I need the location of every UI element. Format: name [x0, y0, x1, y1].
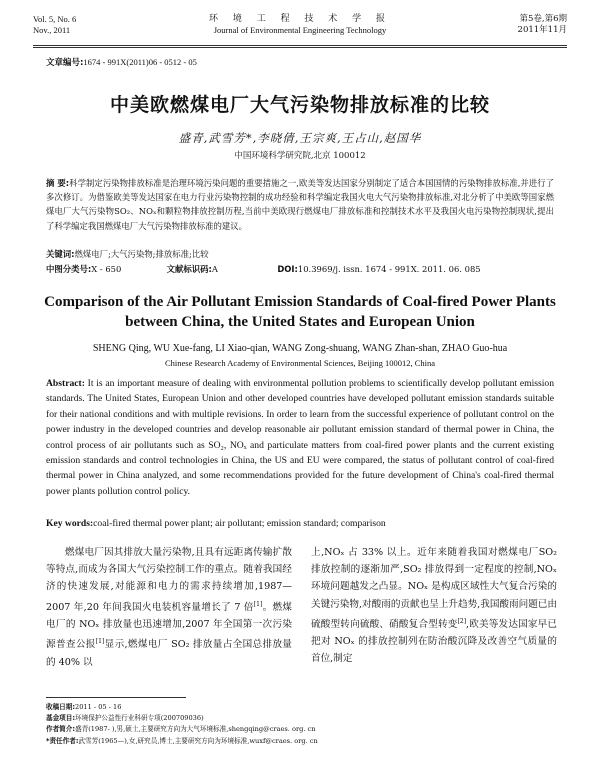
- keywords-en: [46, 517, 554, 531]
- footnotes: [46, 702, 554, 747]
- footnote-funding: 基金项目:环境保护公益性行业科研专项(200709036): [46, 714, 204, 723]
- header-rule: [33, 45, 567, 46]
- body-right-part-a: 上,NOₓ 占 33% 以上。近年来随着我国对燃煤电厂SO₂ 排放控制的逐渐加严,SO₂ 排放得到一定程度的控制,NOₓ 环境问题越发之凸显。NOₓ 是构成区域性大气复合污染的关键污染物,对酸雨的贡献也呈上升趋势,我国酸雨问题已由硫酸型转向硫酸、硝酸复合型转变: [311, 547, 557, 630]
- body-left-part-b: 。燃煤电厂的 NOₓ 排放量也迅速增加,2007 年全国第一次污染源普查公报: [46, 601, 292, 651]
- title-cn: 中美欧燃煤电厂大气污染物排放标准的比较: [109, 94, 490, 116]
- running-header: [33, 14, 567, 46]
- clc-value: X - 650: [91, 264, 122, 274]
- article-number-value: 1674 - 991X(2011)06 - 0512 - 05: [83, 57, 197, 67]
- citation-ref-2[interactable]: [2]: [457, 617, 467, 625]
- article-number-label: 文章编号:: [46, 58, 84, 68]
- header-right: [518, 14, 567, 36]
- doi-value: 10.3969/j. issn. 1674 - 991X. 2011. 06. 085: [297, 264, 481, 274]
- abstract-en-text: It is an important measure of dealing with environmental pollution problems to scientifically develop pollutant emission standards. The United States, European Union and other developed countries have developed pollutant emission standards suitable for their national conditions and with multiple revisions. In order to learn from the successful experience of pollutant control on the power industry in the developed countries and develop reasonable air pollutant emission standard of thermal power in China, the control process of air pollutants such as SO₂, NOₓ and particulate matters from coal-fired power plants and the current existing emission standards and control technologies in China, the US and EU were compared, the status of pollutant control of coal-fired thermal power in China analyzed, and some recommendations provided for the future development of China's coal-fired thermal power plants pollution control policy.: [46, 378, 555, 497]
- body-left-part-a: 燃煤电厂因其排放大量污染物,且具有远距离传输扩散等特点,而成为各国大气污染控制工作的重点。随着我国经济的快速发展,对能源和电力的需求持续增加,1987—2007 年,20 年间我国火电装机容量增长了 7 倍: [46, 547, 292, 613]
- issue-number-cn: 第5卷,第6期: [519, 14, 567, 24]
- body-column-left: [46, 544, 292, 671]
- abstract-cn: [46, 176, 554, 233]
- footnote-corresponding: *责任作者:武雪芳(1965—),女,研究员,博士,主要研究方向为环境标准,wuxf@craes. org. cn: [46, 736, 318, 745]
- volume-number: Vol. 5, No. 6: [33, 14, 77, 24]
- authors-cn: 盛青,武雪芳*,李晓倩,王宗爽,王占山,赵国华: [178, 131, 422, 145]
- issue-date-cn: 2011年11月: [517, 25, 567, 35]
- title-en: Comparison of the Air Pollutant Emission Standards of Coal-fired Power Plants between China, the United States and European Union: [44, 294, 556, 330]
- article-number: [46, 56, 197, 68]
- footnote-rule: [46, 697, 186, 698]
- footnote-author: 作者简介:盛青(1987- ),男,硕士,主要研究方向为大气环境标准,shengqing@craes. org. cn: [46, 725, 316, 734]
- doi-label: DOI:: [277, 264, 298, 274]
- keywords-cn-text: 燃煤电厂;大气污染物;排放标准;比较: [74, 249, 209, 259]
- body-right-part-b: ,欧美等发达国家早已把对 NOₓ 的排放控制列在防治酸沉降及改善空气质量的首位,制定: [311, 619, 557, 665]
- body-left-part-c: 显示,燃煤电厂 SO₂ 排放量占全国总排放量的 40% 以: [46, 639, 293, 668]
- classification-row: [46, 263, 554, 276]
- journal-name-en: Journal of Environmental Engineering Technology: [213, 25, 387, 35]
- keywords-en-label: Key words:: [46, 518, 94, 529]
- abstract-cn-text: 科学制定污染物排放标准是治理环境污染问题的重要措施之一,欧美等发达国家分别制定了适合本国国情的污染物排放标准,并进行了多次修订。为借鉴欧美等发达国家在电力行业污染物控制的成功经验和科学编定我国火电大气污染物排放标准,对北分析了中美欧等国家燃煤电厂大气污染物SO₂、NOₓ和颗粒物排放控制历程,当前中美欧现行燃煤电厂排放标准和控制技术水平及我国火电污染物控制现状,提出了科学编定我国燃煤电厂大气污染物排放标准的建议。: [46, 178, 555, 231]
- issue-date-en: Nov., 2011: [33, 25, 71, 35]
- affiliation-cn: 中国环境科学研究院,北京 100012: [234, 151, 366, 161]
- abstract-en-label: Abstract:: [46, 378, 85, 389]
- authors-en: SHENG Qing, WU Xue-fang, LI Xiao-qian, WANG Zong-shuang, WANG Zhan-shan, ZHAO Guo-hua: [92, 343, 508, 354]
- keywords-en-text: coal-fired thermal power plant; air pollutant; emission standard; comparison: [93, 518, 386, 529]
- affiliation-en: Chinese Research Academy of Environmental Sciences, Beijing 100012, China: [164, 358, 436, 368]
- header-rule-double: [33, 47, 567, 48]
- body-column-right: [311, 544, 557, 668]
- doc-code-label: 文献标识码:: [166, 264, 212, 274]
- abstract-en: [46, 376, 554, 499]
- clc-label: 中图分类号:: [46, 264, 92, 274]
- citation-ref-1b[interactable]: [1]: [95, 638, 105, 646]
- journal-name-cn: 环 境 工 程 技 术 学 报: [208, 14, 392, 24]
- keywords-cn: [46, 248, 554, 261]
- abstract-cn-label: 摘 要:: [46, 178, 70, 188]
- footnote-received: 收稿日期:2011 - 05 - 16: [46, 703, 122, 711]
- keywords-cn-label: 关键词:: [46, 249, 75, 259]
- header-center: [33, 14, 567, 36]
- doc-code-value: A: [211, 264, 218, 274]
- citation-ref-1[interactable]: [1]: [253, 600, 263, 608]
